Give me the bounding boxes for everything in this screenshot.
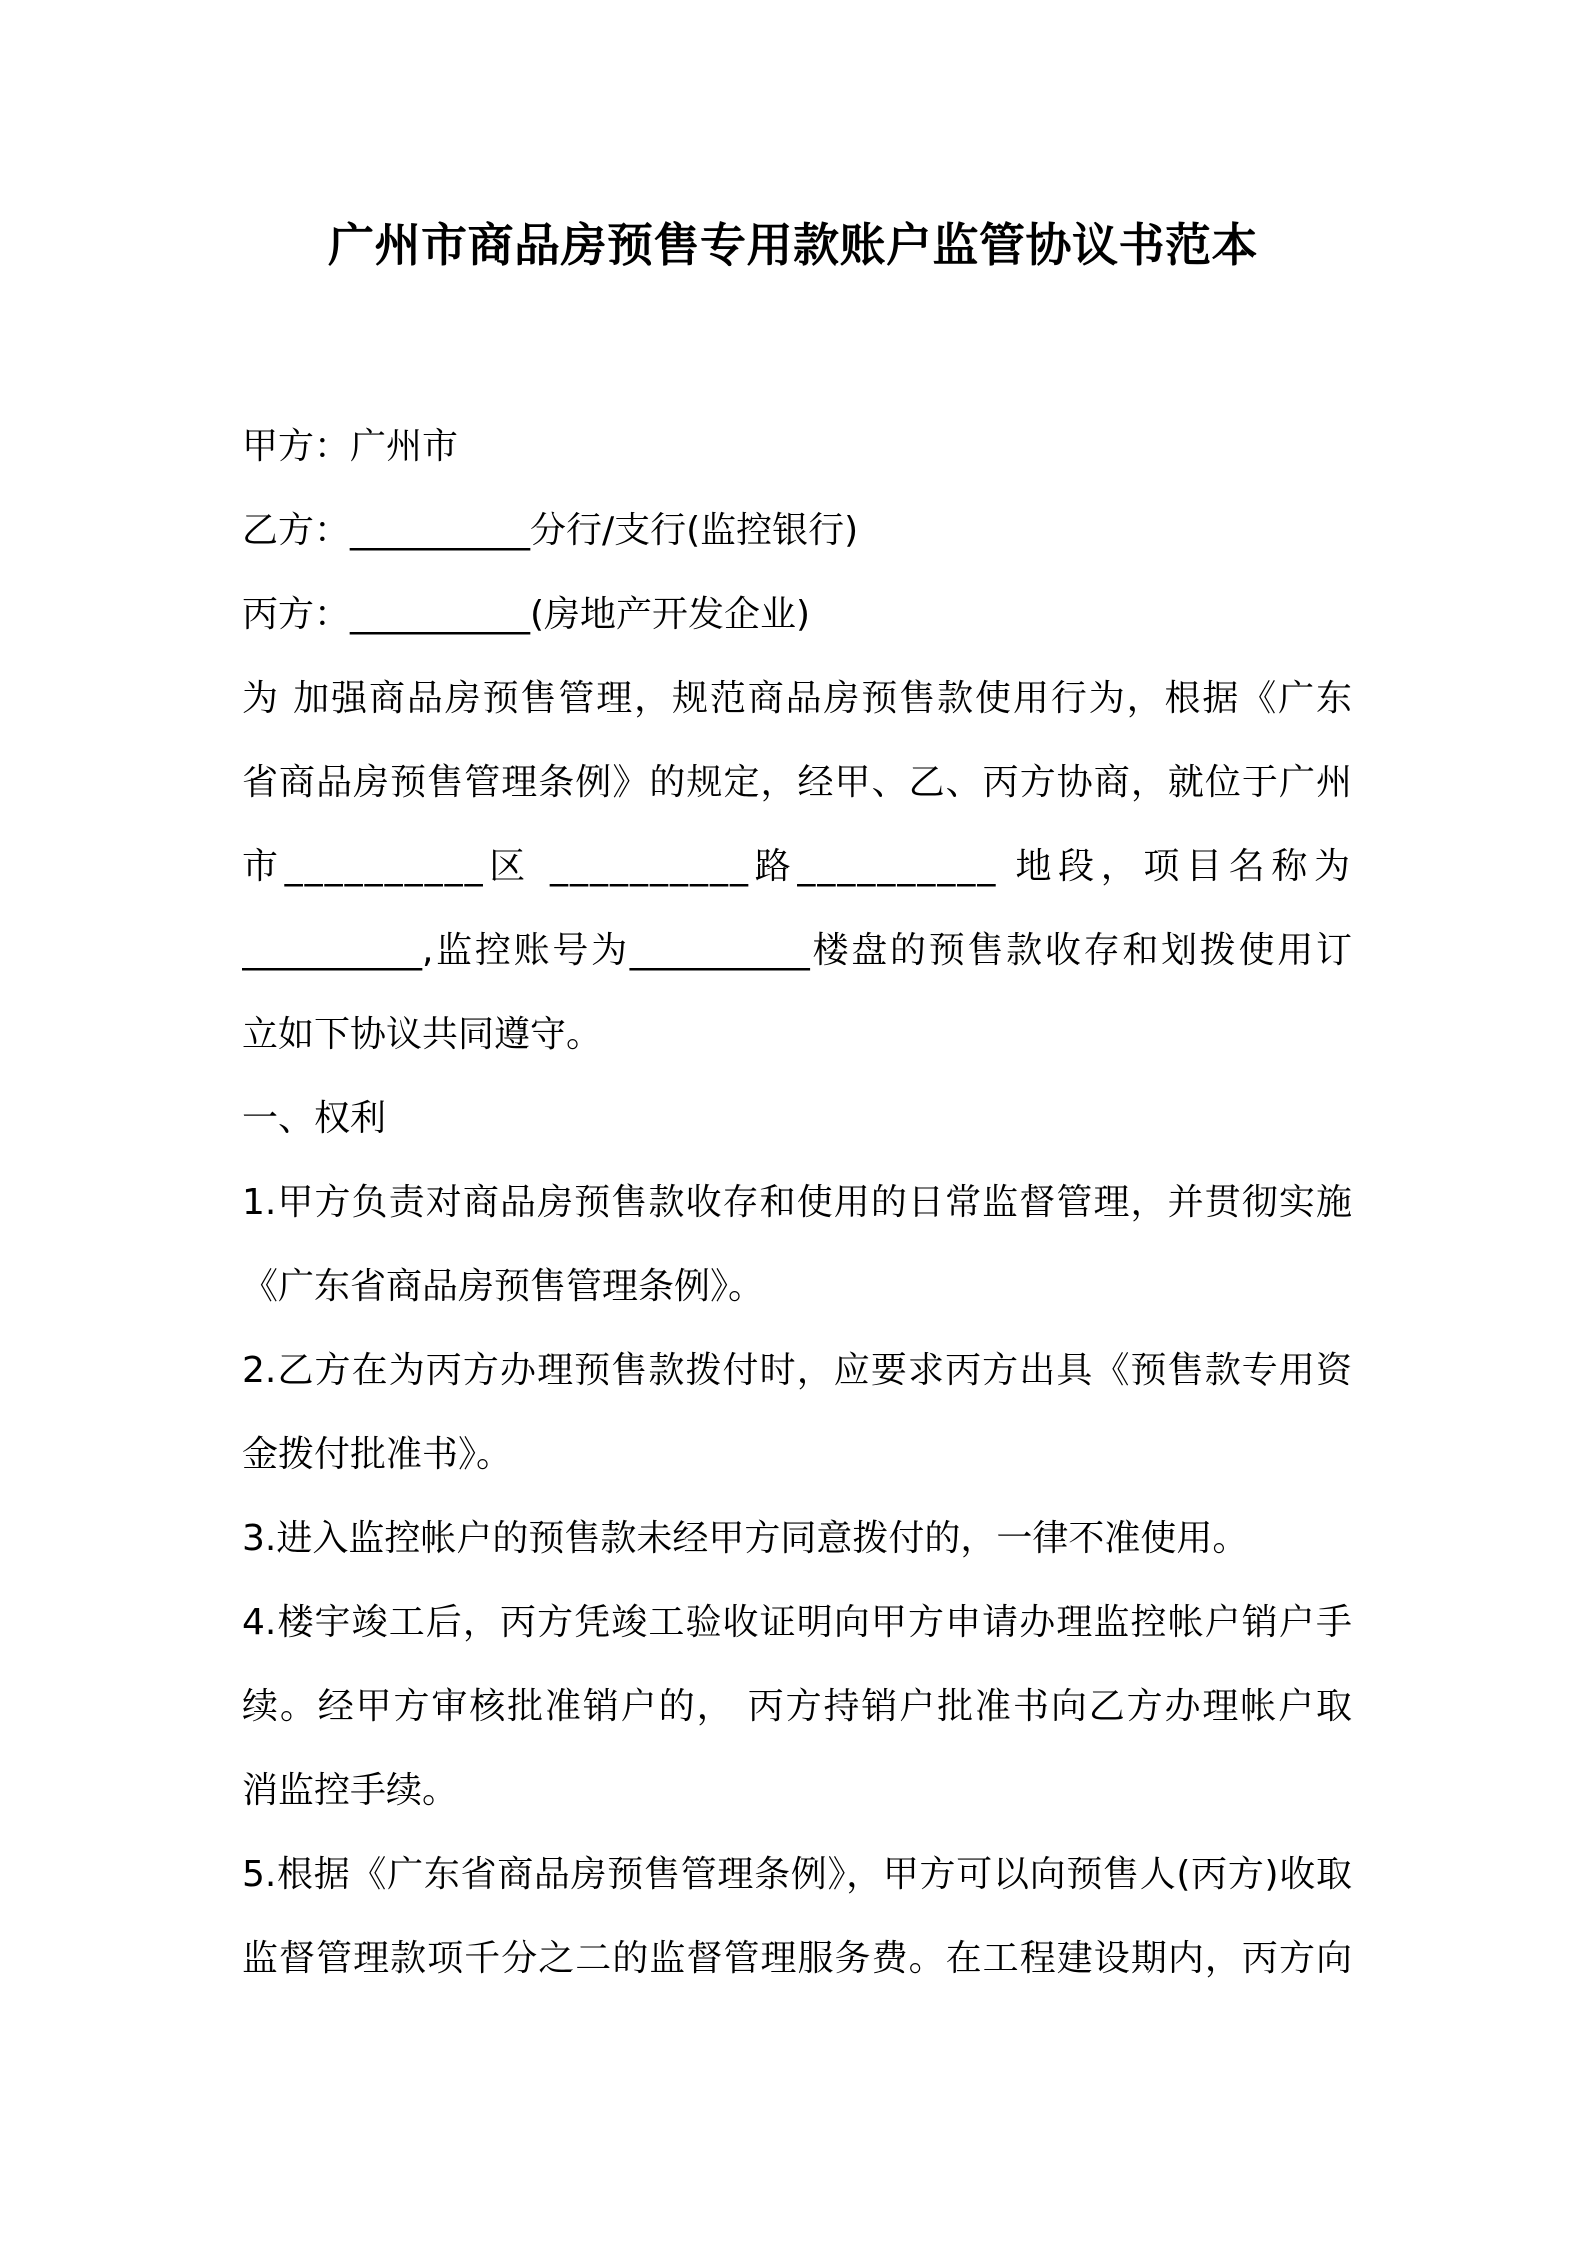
clause-4-line-3: 消监控手续。 <box>242 1770 459 1811</box>
preamble-line-1: 为 加强商品房预售管理，规范商品房预售款使用行为，根据《广东 <box>242 678 1352 719</box>
party-c-line: 丙方：__________(房地产开发企业) <box>242 594 811 635</box>
document-title: 广州市商品房预售专用款账户监管协议书范本 <box>328 218 1258 272</box>
preamble-line-4: __________,监控账号为__________楼盘的预售款收存和划拨使用订 <box>242 930 1352 971</box>
clause-1-line-1: 1.甲方负责对商品房预售款收存和使用的日常监督管理，并贯彻实施 <box>242 1182 1352 1223</box>
clause-2-line-1: 2.乙方在为丙方办理预售款拨付时，应要求丙方出具《预售款专用资 <box>242 1350 1352 1391</box>
section-heading-rights: 一、权利 <box>242 1098 387 1139</box>
preamble-line-2: 省商品房预售管理条例》的规定，经甲、乙、丙方协商，就位于广州 <box>242 762 1352 803</box>
clause-3-line-1: 3.进入监控帐户的预售款未经甲方同意拨付的，一律不准使用。 <box>242 1518 1249 1559</box>
clause-4-line-1: 4.楼宇竣工后，丙方凭竣工验收证明向甲方申请办理监控帐户销户手 <box>242 1602 1352 1643</box>
party-b-line: 乙方：__________分行/支行(监控银行) <box>242 510 859 551</box>
preamble-line-5: 立如下协议共同遵守。 <box>242 1014 603 1055</box>
clause-5-line-1: 5.根据《广东省商品房预售管理条例》，甲方可以向预售人(丙方)收取 <box>242 1854 1352 1895</box>
document-body <box>242 405 1352 2001</box>
party-a-line: 甲方：广州市 <box>242 426 459 467</box>
clause-5-line-2: 监督管理款项千分之二的监督管理服务费。在工程建设期内，丙方向 <box>242 1938 1352 1979</box>
clause-4-line-2: 续。经甲方审核批准销户的， 丙方持销户批准书向乙方办理帐户取 <box>242 1686 1352 1727</box>
preamble-line-3: 市__________区 __________路__________ 地段，项目名称为 <box>242 846 1352 887</box>
clause-1-line-2: 《广东省商品房预售管理条例》。 <box>242 1266 765 1307</box>
clause-2-line-2: 金拨付批准书》。 <box>242 1434 513 1475</box>
